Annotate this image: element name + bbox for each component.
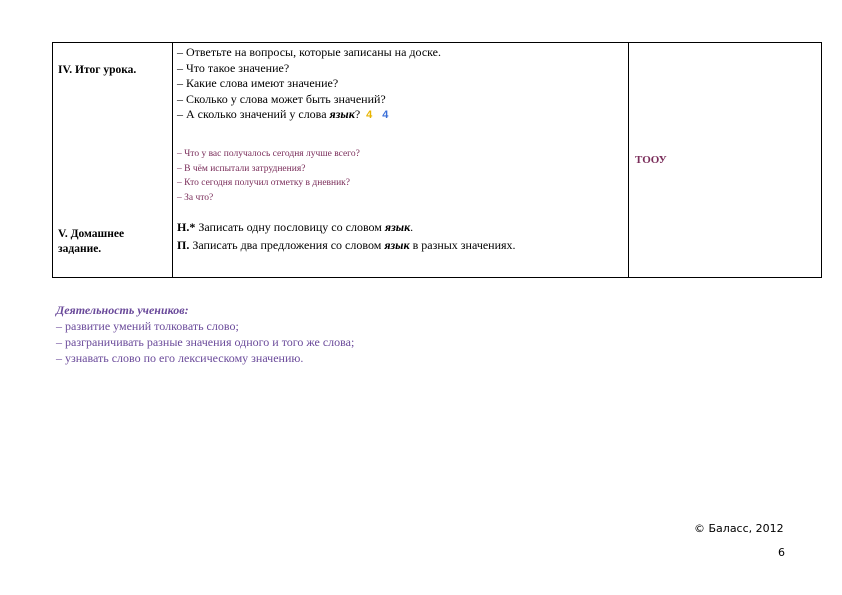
homework-tasks	[177, 218, 516, 254]
activity-item: – разграничивать разные значения одного и того же слова;	[56, 335, 355, 349]
activities-title: Деятельность учеников:	[56, 303, 189, 317]
question-suffix: ?	[354, 107, 361, 121]
homework-word: язык	[384, 220, 411, 234]
reflection-line: – Кто сегодня получил отметку в дневник?	[177, 178, 351, 188]
content-column	[173, 43, 629, 277]
question-word: язык	[329, 107, 355, 121]
activity-item: – развитие умений толковать слово;	[56, 319, 239, 333]
question-line-last	[177, 107, 441, 124]
homework-text-end: .	[410, 220, 414, 234]
answer-number-blue: 4	[382, 109, 389, 121]
reflection-line: – Что у вас получалось сегодня лучше всего?	[177, 149, 360, 159]
summary-questions	[177, 45, 441, 124]
homework-text: Записать два предложения со словом	[189, 238, 385, 252]
lesson-plan-table	[52, 42, 822, 278]
homework-line	[177, 218, 516, 236]
student-activities	[56, 302, 354, 366]
question-line: – Ответьте на вопросы, которые записаны на доске.	[177, 45, 442, 59]
question-prefix: – А сколько значений у слова	[177, 107, 330, 121]
homework-line	[177, 236, 516, 254]
question-line: – Сколько у слова может быть значений?	[177, 91, 386, 106]
reflection-line: – В чём испытали затруднения?	[177, 163, 306, 174]
page-number: 6	[778, 546, 785, 559]
homework-stage-title: V. Домашнее задание.	[58, 228, 125, 255]
answer-number-yellow: 4	[366, 109, 373, 121]
reflection-questions	[177, 147, 360, 205]
uud-column	[629, 43, 821, 277]
reflection-line: – За что?	[177, 192, 214, 203]
homework-text-end: в разных значениях.	[409, 238, 516, 252]
question-line: – Что такое значение?	[177, 60, 290, 75]
stage-column	[53, 43, 173, 277]
copyright-notice: © Баласс, 2012	[694, 522, 784, 535]
homework-text: Записать одну пословицу со словом	[195, 220, 385, 234]
question-line: – Какие слова имеют значение?	[177, 76, 339, 90]
homework-level: Н.*	[177, 220, 196, 234]
homework-word: язык	[384, 238, 410, 252]
summary-stage-title: IV. Итог урока.	[58, 64, 137, 76]
activity-item: – узнавать слово по его лексическому значению.	[56, 351, 304, 365]
uud-label: ТООУ	[635, 154, 667, 166]
homework-level: П.	[177, 238, 190, 252]
